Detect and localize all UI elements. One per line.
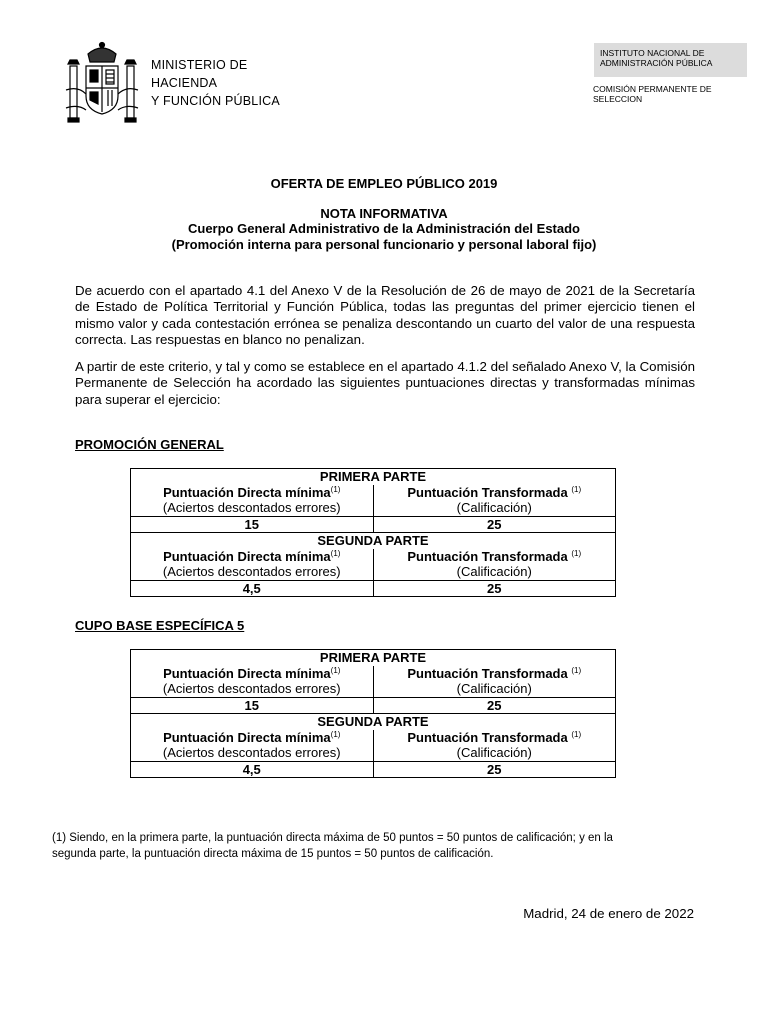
note-ref: (1) — [330, 484, 341, 494]
direct-label: Puntuación Directa mínima — [163, 729, 331, 745]
table-row — [131, 580, 616, 597]
note-ref: (1) — [571, 665, 582, 675]
ministry-line: Y FUNCIÓN PÚBLICA — [151, 94, 280, 108]
commission-label — [593, 84, 743, 104]
ministry-line: HACIENDA — [151, 76, 218, 90]
transformed-value: 25 — [373, 761, 616, 778]
criteria-paragraph: A partir de este criterio, y tal y como se establece en el apartado 4.1.2 del señalado Anexo V, la Comisión Permanente de Selección ha acordado las siguientes puntuaciones directas y transformadas mínimas para superar el ejercicio: — [75, 359, 695, 407]
institute-line: INSTITUTO NACIONAL DE — [600, 48, 705, 58]
direct-label: Puntuación Directa mínima — [163, 665, 331, 681]
transformed-header — [373, 549, 616, 565]
score-table — [130, 468, 616, 597]
table-row — [131, 469, 616, 485]
direct-header — [131, 485, 374, 501]
direct-header — [131, 549, 374, 565]
transformed-label: Puntuación Transformada — [407, 665, 572, 681]
table-row — [131, 549, 616, 565]
transformed-label: Puntuación Transformada — [407, 484, 572, 500]
body-title: Cuerpo General Administrativo de la Administración del Estado — [187, 221, 580, 236]
table-row — [131, 564, 616, 580]
table-row — [131, 485, 616, 501]
note-ref: (1) — [571, 548, 582, 558]
section-title: CUPO BASE ESPECÍFICA 5 — [75, 618, 245, 633]
direct-value: 4,5 — [131, 580, 374, 597]
direct-label: Puntuación Directa mínima — [163, 484, 331, 500]
footnote-line: (1) Siendo, en la primera parte, la puntuación directa máxima de 50 puntos = 50 puntos de calificación; y en la — [52, 832, 613, 844]
transformed-subheader: (Calificación) — [373, 745, 616, 761]
table-row — [131, 714, 616, 730]
ministry-line: MINISTERIO DE — [151, 58, 248, 72]
note-ref: (1) — [330, 665, 341, 675]
subtitle: (Promoción interna para personal funcionario y personal laboral fijo) — [171, 237, 597, 252]
institute-box — [594, 43, 747, 77]
part-header: SEGUNDA PARTE — [131, 533, 616, 549]
table-row — [131, 681, 616, 697]
transformed-label: Puntuación Transformada — [407, 548, 572, 564]
transformed-header — [373, 485, 616, 501]
transformed-value: 25 — [373, 580, 616, 597]
transformed-header — [373, 666, 616, 682]
direct-value: 15 — [131, 697, 374, 714]
score-table — [130, 649, 616, 778]
commission-line: SELECCION — [593, 94, 643, 104]
table-row — [131, 666, 616, 682]
transformed-header — [373, 730, 616, 746]
direct-subheader: (Aciertos descontados errores) — [131, 564, 374, 580]
signature-date: Madrid, 24 de enero de 2022 — [523, 906, 694, 921]
transformed-value: 25 — [373, 516, 616, 533]
section-title: PROMOCIÓN GENERAL — [75, 437, 224, 452]
coat-of-arms-icon — [64, 40, 140, 132]
direct-header — [131, 666, 374, 682]
footnote — [52, 831, 702, 862]
table-row — [131, 650, 616, 666]
transformed-label: Puntuación Transformada — [407, 729, 572, 745]
direct-header — [131, 730, 374, 746]
note-ref: (1) — [571, 729, 582, 739]
table-row — [131, 730, 616, 746]
offer-title: OFERTA DE EMPLEO PÚBLICO 2019 — [270, 176, 498, 191]
part-header: PRIMERA PARTE — [131, 650, 616, 666]
note-ref: (1) — [571, 484, 582, 494]
note-title: NOTA INFORMATIVA — [320, 206, 448, 221]
note-ref: (1) — [330, 548, 341, 558]
transformed-subheader: (Calificación) — [373, 500, 616, 516]
direct-subheader: (Aciertos descontados errores) — [131, 681, 374, 697]
transformed-subheader: (Calificación) — [373, 681, 616, 697]
direct-value: 15 — [131, 516, 374, 533]
part-header: SEGUNDA PARTE — [131, 714, 616, 730]
commission-line: COMISIÓN PERMANENTE DE — [593, 84, 712, 94]
table-row — [131, 533, 616, 549]
direct-subheader: (Aciertos descontados errores) — [131, 745, 374, 761]
table-row — [131, 516, 616, 533]
institute-line: ADMINISTRACIÓN PÚBLICA — [600, 58, 713, 68]
transformed-subheader: (Calificación) — [373, 564, 616, 580]
direct-label: Puntuación Directa mínima — [163, 548, 331, 564]
transformed-value: 25 — [373, 697, 616, 714]
table-row — [131, 761, 616, 778]
note-ref: (1) — [330, 729, 341, 739]
table-row — [131, 500, 616, 516]
direct-value: 4,5 — [131, 761, 374, 778]
direct-subheader: (Aciertos descontados errores) — [131, 500, 374, 516]
intro-paragraph: De acuerdo con el apartado 4.1 del Anexo V de la Resolución de 26 de mayo de 2021 de la Secretaría de Estado de Política Territorial y Función Pública, todas las preguntas del primer ejercicio tienen el mismo valor y cada contestación errónea se penaliza descontando un cuarto del valor de una respuesta correcta. Las respuestas en blanco no penalizan. — [75, 283, 695, 347]
ministry-name — [151, 56, 280, 110]
table-row — [131, 697, 616, 714]
part-header: PRIMERA PARTE — [131, 469, 616, 485]
footnote-line: segunda parte, la puntuación directa máxima de 15 puntos = 50 puntos de calificación. — [52, 847, 494, 860]
table-row — [131, 745, 616, 761]
